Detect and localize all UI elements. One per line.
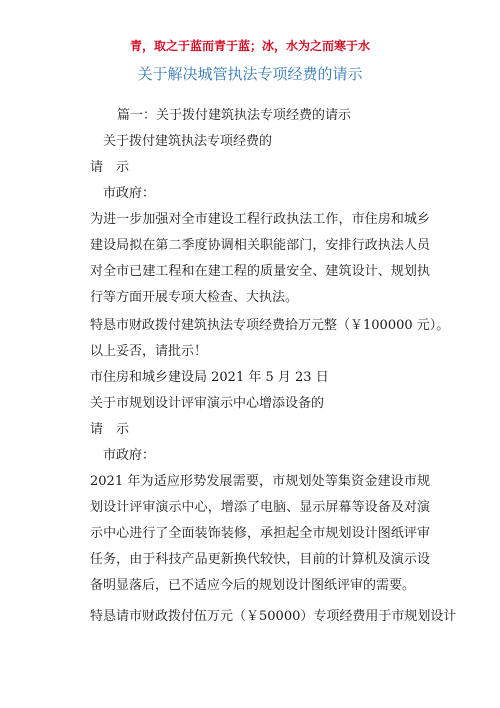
letter1-paragraph-2: 特恳市财政拨付建筑执法专项经费拾万元整（￥100000 元）。	[90, 318, 450, 333]
document-body	[90, 100, 457, 630]
document-title: 关于解决城管执法专项经费的请示	[137, 65, 363, 83]
letter1-closing: 以上妥否，请批示！	[90, 344, 208, 359]
letter1-signature: 市住房和城乡建设局 2021 年 5 月 23 日	[90, 370, 329, 385]
letter2-subject: 关于市规划设计评审演示中心增添设备的	[90, 396, 325, 411]
motto-banner: 青，取之于蓝而青于蓝；冰，水为之而寒于水	[129, 39, 370, 53]
letter1-recipient: 市政府：	[103, 186, 156, 201]
letter2-paragraph-2: 特恳请市财政拨付伍万元（￥50000）专项经费用于市规划设计	[90, 609, 457, 624]
letter2-paragraph-1	[90, 469, 430, 599]
letter2-kind: 请 示	[90, 422, 130, 437]
letter2-recipient: 市政府：	[103, 448, 156, 463]
letter1-subject: 关于拨付建筑执法专项经费的	[103, 134, 273, 149]
letter2-paragraph-1-text: 2021 年为适应形势发展需要，市规划处等集资金建设市规划设计评审演示中心，增添了电脑、显示屏幕等设备及对演示中心进行了全面装饰装修，承担起全市规划设计图纸评审任务，由于科技产品更新换代较快，目前的计算机及演示设备明显落后，已不适应今后的规划设计图纸评审的需要。	[90, 474, 430, 593]
letter1-kind: 请 示	[90, 160, 130, 175]
letter1-paragraph-1	[90, 207, 430, 311]
letter1-paragraph-1-text: 为进一步加强对全市建设工程行政执法工作，市住房和城乡建设局拟在第二季度协调相关职能部门，安排行政执法人员对全市已建工程和在建工程的质量安全、建筑设计、规划执行等方面开展专项大检查、大执法。	[90, 212, 430, 305]
section-heading: 篇一：关于拨付建筑执法专项经费的请示	[117, 108, 352, 123]
